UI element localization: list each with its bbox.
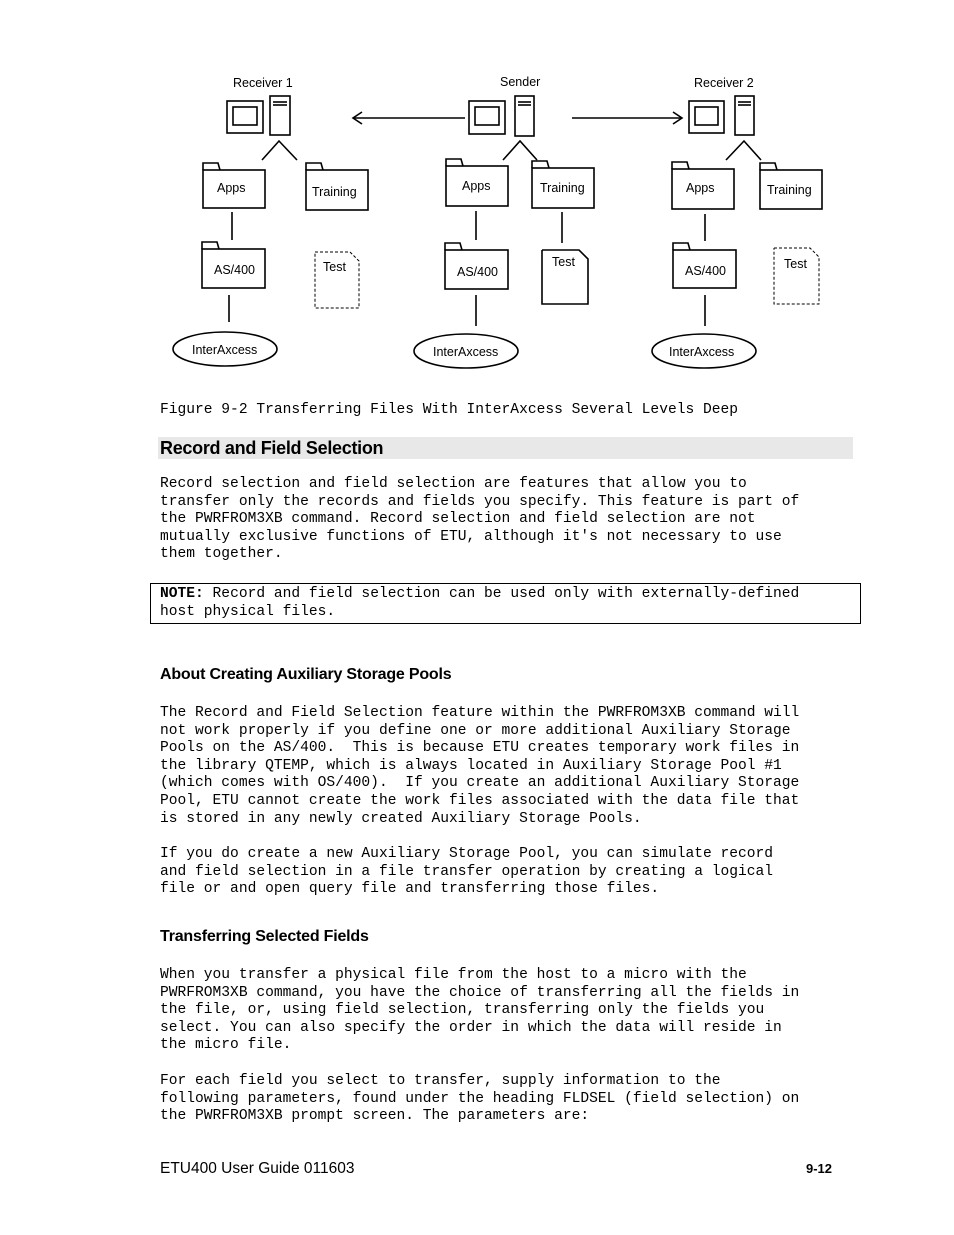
aux-storage-paragraph-1: The Record and Field Selection feature within the PWRFROM3XB command will not work properly if you define one or more additional Auxiliary Storage Pools on the AS/400. This is because ETU creates temporary work files in the library QTEMP, which is always located in Auxiliary Storage Pool #1 (which comes with OS/400). If you create an additional Auxiliary Storage Pool, ETU cannot create the work files associated with the data file that is stored in any newly created Auxiliary Storage Pools.	[160, 705, 800, 827]
sender-computer-icon	[469, 96, 534, 136]
file-transfer-diagram	[160, 70, 840, 380]
note-box	[150, 583, 861, 624]
selected-fields-paragraph-2: For each field you select to transfer, supply information to the following parameters, found under the heading FLDSEL (field selection) on the PWRFROM3XB prompt screen. The parameters are:	[160, 1073, 800, 1125]
arrow-to-receiver1-icon	[353, 112, 465, 124]
arrow-to-receiver2-icon	[572, 112, 682, 124]
sender-as400-label: AS/400	[457, 265, 499, 279]
receiver1-as400-label: AS/400	[214, 263, 256, 277]
receiver2-apps-label: Apps	[686, 181, 715, 195]
subsection-title-aux-storage: About Creating Auxiliary Storage Pools	[160, 666, 452, 683]
sender-training-label: Training	[540, 181, 585, 195]
footer-guide-title: ETU400 User Guide 011603	[160, 1160, 355, 1177]
receiver2-computer-icon	[689, 96, 754, 135]
selected-fields-paragraph-1: When you transfer a physical file from the host to a micro with the PWRFROM3XB command, you have the choice of transferring all the fields in the file, or, using field selection, transferring only the fields you select. You can also specify the order in which the data will reside in the micro file.	[160, 967, 800, 1054]
receiver1-apps-label: Apps	[217, 181, 246, 195]
figure-caption: Figure 9-2 Transferring Files With InterAxcess Several Levels Deep	[160, 402, 739, 418]
receiver1-training-label: Training	[312, 185, 357, 199]
note-label: NOTE:	[160, 586, 204, 602]
receiver1-label: Receiver 1	[233, 76, 293, 90]
note-text: Record and field selection can be used only with externally-defined host physical files.	[160, 586, 800, 620]
receiver2-as400-label: AS/400	[685, 264, 727, 278]
receiver1-test-label: Test	[323, 260, 346, 274]
sender-label: Sender	[500, 75, 541, 89]
receiver2-label: Receiver 2	[694, 76, 754, 90]
receiver2-test-label: Test	[784, 257, 807, 271]
receiver1-computer-icon	[227, 96, 290, 135]
aux-storage-paragraph-2: If you do create a new Auxiliary Storage Pool, you can simulate record and field selection in a file transfer operation by creating a logical file or and open query file and transferring those files.	[160, 846, 774, 898]
receiver2-interaxcess-label: InterAxcess	[669, 345, 735, 359]
section-title: Record and Field Selection	[158, 437, 853, 459]
sender-test-label: Test	[552, 255, 575, 269]
receiver1-interaxcess-label: InterAxcess	[192, 343, 258, 357]
sender-interaxcess-label: InterAxcess	[433, 345, 499, 359]
subsection-title-selected-fields: Transferring Selected Fields	[160, 928, 369, 945]
intro-paragraph: Record selection and field selection are features that allow you to transfer only the records and fields you specify. This feature is part of the PWRFROM3XB command. Record selection and field selection are not mutually exclusive functions of ETU, although it's not necessary to use them together.	[160, 476, 800, 563]
receiver2-training-label: Training	[767, 183, 812, 197]
sender-apps-label: Apps	[462, 179, 491, 193]
footer-page-number: 9-12	[806, 1161, 833, 1176]
